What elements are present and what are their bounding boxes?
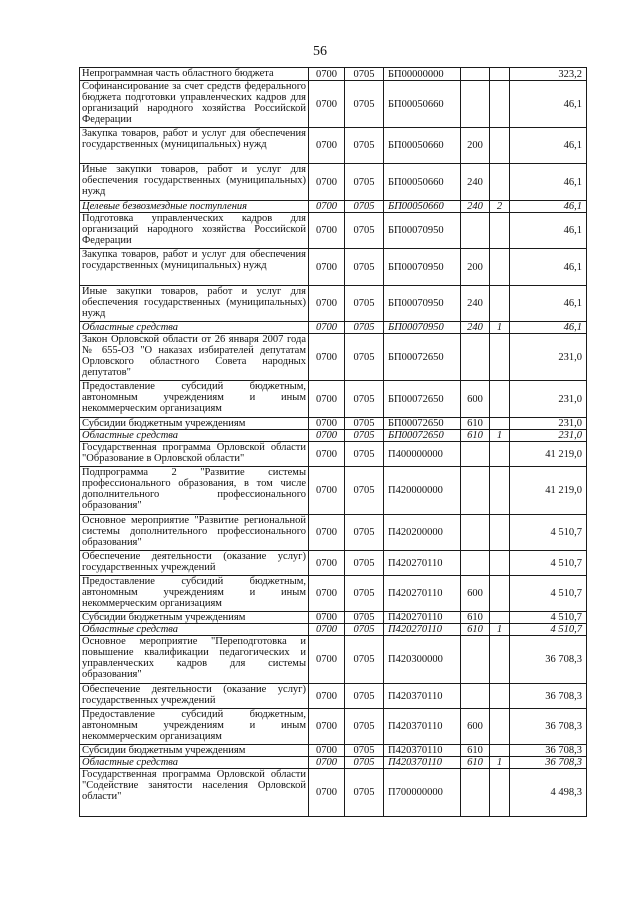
cell-expense-type: 240 (461, 286, 490, 322)
cell-expense-type (461, 81, 490, 128)
cell-funding-source: 2 (490, 201, 510, 213)
cell-funding-source: 1 (490, 757, 510, 769)
cell-funding-source (490, 769, 510, 817)
cell-name: Обеспечение деятельности (оказание услуг) государственных учреждений (80, 684, 309, 709)
cell-amount: 41 219,0 (510, 442, 587, 467)
cell-amount: 36 708,3 (510, 709, 587, 745)
cell-expense-type (461, 467, 490, 515)
cell-chapter-code: 0700 (309, 467, 345, 515)
cell-section-code: 0705 (345, 249, 384, 286)
cell-chapter-code: 0700 (309, 684, 345, 709)
cell-amount: 231,0 (510, 430, 587, 442)
cell-section-code: 0705 (345, 612, 384, 624)
cell-section-code: 0705 (345, 322, 384, 334)
cell-target-article: П400000000 (384, 442, 461, 467)
cell-name: Субсидии бюджетным учреждениям (80, 418, 309, 430)
cell-funding-source (490, 709, 510, 745)
cell-section-code: 0705 (345, 551, 384, 576)
cell-amount: 36 708,3 (510, 745, 587, 757)
cell-name: Софинансирование за счет средств федерального бюджета подготовки управленческих кадров для организаций народного хозяйства Российской Федерации (80, 81, 309, 128)
cell-amount: 231,0 (510, 334, 587, 381)
cell-expense-type (461, 334, 490, 381)
cell-section-code: 0705 (345, 757, 384, 769)
cell-name: Обеспечение деятельности (оказание услуг) государственных учреждений (80, 551, 309, 576)
cell-name: Подготовка управленческих кадров для организаций народного хозяйства Российской Федерации (80, 213, 309, 249)
cell-target-article: БП00050660 (384, 164, 461, 201)
cell-expense-type: 610 (461, 757, 490, 769)
cell-amount: 36 708,3 (510, 636, 587, 684)
cell-funding-source (490, 576, 510, 612)
table-row (80, 213, 587, 249)
cell-target-article: П420200000 (384, 515, 461, 551)
cell-amount: 36 708,3 (510, 684, 587, 709)
cell-name: Государственная программа Орловской области "Образование в Орловской области" (80, 442, 309, 467)
cell-name: Областные средства (80, 624, 309, 636)
cell-name: Предоставление субсидий бюджетным, автономным учреждениям и иным некоммерческим организациям (80, 709, 309, 745)
cell-expense-type: 610 (461, 430, 490, 442)
cell-chapter-code: 0700 (309, 745, 345, 757)
cell-target-article: БП00070950 (384, 286, 461, 322)
table-row (80, 81, 587, 128)
cell-funding-source (490, 286, 510, 322)
cell-funding-source (490, 515, 510, 551)
table-row (80, 769, 587, 817)
cell-section-code: 0705 (345, 334, 384, 381)
cell-amount: 4 510,7 (510, 515, 587, 551)
cell-target-article: БП00072650 (384, 418, 461, 430)
cell-name: Государственная программа Орловской области "Содействие занятости населения Орловской области" (80, 769, 309, 817)
cell-expense-type (461, 213, 490, 249)
table-row (80, 249, 587, 286)
cell-amount: 4 510,7 (510, 551, 587, 576)
table-row (80, 286, 587, 322)
cell-target-article: БП00070950 (384, 213, 461, 249)
cell-section-code: 0705 (345, 769, 384, 817)
table-row (80, 334, 587, 381)
table-row (80, 515, 587, 551)
cell-expense-type (461, 684, 490, 709)
cell-name: Подпрограмма 2 "Развитие системы профессионального образования, в том числе дополнительного профессионального образования" (80, 467, 309, 515)
cell-name: Основное мероприятие "Переподготовка и повышение квалификации педагогических и управленческих кадров для системы образования" (80, 636, 309, 684)
cell-name: Предоставление субсидий бюджетным, автономным учреждениям и иным некоммерческим организациям (80, 576, 309, 612)
cell-chapter-code: 0700 (309, 249, 345, 286)
cell-section-code: 0705 (345, 286, 384, 322)
table-row (80, 636, 587, 684)
cell-chapter-code: 0700 (309, 381, 345, 418)
cell-expense-type (461, 68, 490, 81)
cell-target-article: БП00070950 (384, 322, 461, 334)
cell-section-code: 0705 (345, 576, 384, 612)
table-row (80, 624, 587, 636)
cell-chapter-code: 0700 (309, 430, 345, 442)
cell-chapter-code: 0700 (309, 515, 345, 551)
cell-target-article: П420270110 (384, 624, 461, 636)
cell-chapter-code: 0700 (309, 636, 345, 684)
cell-name: Непрограммная часть областного бюджета (80, 68, 309, 81)
cell-target-article: П700000000 (384, 769, 461, 817)
cell-funding-source (490, 612, 510, 624)
cell-chapter-code: 0700 (309, 213, 345, 249)
cell-chapter-code: 0700 (309, 624, 345, 636)
table-row (80, 745, 587, 757)
cell-expense-type: 610 (461, 418, 490, 430)
cell-funding-source (490, 418, 510, 430)
cell-funding-source (490, 249, 510, 286)
cell-target-article: БП00072650 (384, 430, 461, 442)
cell-name: Иные закупки товаров, работ и услуг для обеспечения государственных (муниципальных) нужд (80, 164, 309, 201)
cell-funding-source: 1 (490, 322, 510, 334)
cell-section-code: 0705 (345, 81, 384, 128)
cell-section-code: 0705 (345, 164, 384, 201)
cell-section-code: 0705 (345, 430, 384, 442)
cell-expense-type (461, 442, 490, 467)
cell-funding-source (490, 684, 510, 709)
cell-section-code: 0705 (345, 68, 384, 81)
cell-name: Закон Орловской области от 26 января 2007 года № 655-ОЗ "О наказах избирателей депутатам Орловского областного Совета народных депутатов" (80, 334, 309, 381)
cell-expense-type: 610 (461, 745, 490, 757)
cell-expense-type: 200 (461, 249, 490, 286)
cell-target-article: БП00050660 (384, 81, 461, 128)
cell-chapter-code: 0700 (309, 769, 345, 817)
cell-name: Закупка товаров, работ и услуг для обеспечения государственных (муниципальных) нужд (80, 128, 309, 164)
cell-expense-type: 600 (461, 576, 490, 612)
cell-chapter-code: 0700 (309, 442, 345, 467)
budget-table-body (80, 68, 587, 817)
cell-funding-source (490, 81, 510, 128)
cell-name: Субсидии бюджетным учреждениям (80, 745, 309, 757)
cell-target-article: БП00070950 (384, 249, 461, 286)
cell-section-code: 0705 (345, 636, 384, 684)
cell-chapter-code: 0700 (309, 201, 345, 213)
cell-expense-type: 610 (461, 612, 490, 624)
cell-funding-source (490, 68, 510, 81)
cell-target-article: БП00050660 (384, 201, 461, 213)
cell-target-article: П420000000 (384, 467, 461, 515)
cell-expense-type: 600 (461, 709, 490, 745)
cell-chapter-code: 0700 (309, 757, 345, 769)
cell-name: Закупка товаров, работ и услуг для обеспечения государственных (муниципальных) нужд (80, 249, 309, 286)
table-row (80, 757, 587, 769)
table-row (80, 442, 587, 467)
cell-name: Иные закупки товаров, работ и услуг для обеспечения государственных (муниципальных) нужд (80, 286, 309, 322)
cell-funding-source (490, 128, 510, 164)
cell-target-article: П420270110 (384, 612, 461, 624)
cell-funding-source: 1 (490, 430, 510, 442)
cell-expense-type: 600 (461, 381, 490, 418)
cell-amount: 46,1 (510, 164, 587, 201)
table-row (80, 551, 587, 576)
cell-chapter-code: 0700 (309, 551, 345, 576)
cell-funding-source (490, 213, 510, 249)
cell-chapter-code: 0700 (309, 128, 345, 164)
table-row (80, 381, 587, 418)
table-row (80, 201, 587, 213)
table-row (80, 576, 587, 612)
cell-expense-type: 610 (461, 624, 490, 636)
cell-funding-source (490, 442, 510, 467)
budget-table (79, 67, 587, 817)
cell-amount: 4 498,3 (510, 769, 587, 817)
cell-section-code: 0705 (345, 201, 384, 213)
cell-amount: 4 510,7 (510, 612, 587, 624)
cell-section-code: 0705 (345, 467, 384, 515)
table-row (80, 430, 587, 442)
cell-amount: 323,2 (510, 68, 587, 81)
cell-section-code: 0705 (345, 709, 384, 745)
cell-amount: 46,1 (510, 81, 587, 128)
cell-expense-type (461, 515, 490, 551)
cell-chapter-code: 0700 (309, 286, 345, 322)
cell-chapter-code: 0700 (309, 418, 345, 430)
table-row (80, 467, 587, 515)
cell-expense-type (461, 636, 490, 684)
cell-funding-source (490, 467, 510, 515)
cell-funding-source: 1 (490, 624, 510, 636)
cell-funding-source (490, 745, 510, 757)
cell-section-code: 0705 (345, 418, 384, 430)
cell-funding-source (490, 334, 510, 381)
cell-chapter-code: 0700 (309, 164, 345, 201)
table-row (80, 418, 587, 430)
cell-section-code: 0705 (345, 745, 384, 757)
cell-amount: 36 708,3 (510, 757, 587, 769)
cell-name: Областные средства (80, 430, 309, 442)
cell-section-code: 0705 (345, 684, 384, 709)
cell-target-article: П420370110 (384, 745, 461, 757)
cell-section-code: 0705 (345, 213, 384, 249)
cell-funding-source (490, 551, 510, 576)
cell-amount: 231,0 (510, 418, 587, 430)
cell-chapter-code: 0700 (309, 612, 345, 624)
cell-name: Субсидии бюджетным учреждениям (80, 612, 309, 624)
cell-chapter-code: 0700 (309, 81, 345, 128)
cell-amount: 4 510,7 (510, 624, 587, 636)
cell-funding-source (490, 636, 510, 684)
table-row (80, 68, 587, 81)
cell-name: Основное мероприятие "Развитие региональной системы дополнительного профессионального образования" (80, 515, 309, 551)
cell-name: Областные средства (80, 322, 309, 334)
cell-amount: 46,1 (510, 249, 587, 286)
page-number: 56 (313, 44, 327, 59)
cell-amount: 46,1 (510, 286, 587, 322)
cell-amount: 46,1 (510, 322, 587, 334)
cell-section-code: 0705 (345, 381, 384, 418)
cell-expense-type: 240 (461, 164, 490, 201)
cell-name: Целевые безвозмездные поступления (80, 201, 309, 213)
table-row (80, 684, 587, 709)
cell-target-article: П420370110 (384, 684, 461, 709)
cell-section-code: 0705 (345, 515, 384, 551)
cell-chapter-code: 0700 (309, 334, 345, 381)
cell-amount: 4 510,7 (510, 576, 587, 612)
cell-target-article: П420270110 (384, 576, 461, 612)
cell-amount: 46,1 (510, 213, 587, 249)
cell-expense-type (461, 551, 490, 576)
cell-target-article: БП00072650 (384, 381, 461, 418)
cell-expense-type: 200 (461, 128, 490, 164)
table-row (80, 164, 587, 201)
cell-section-code: 0705 (345, 624, 384, 636)
cell-target-article: П420270110 (384, 551, 461, 576)
cell-target-article: П420370110 (384, 757, 461, 769)
cell-section-code: 0705 (345, 442, 384, 467)
table-row (80, 128, 587, 164)
cell-chapter-code: 0700 (309, 322, 345, 334)
cell-target-article: П420370110 (384, 709, 461, 745)
cell-name: Областные средства (80, 757, 309, 769)
cell-target-article: БП00000000 (384, 68, 461, 81)
cell-amount: 41 219,0 (510, 467, 587, 515)
cell-target-article: БП00072650 (384, 334, 461, 381)
cell-expense-type: 240 (461, 322, 490, 334)
table-row (80, 322, 587, 334)
table-row (80, 612, 587, 624)
cell-chapter-code: 0700 (309, 709, 345, 745)
cell-section-code: 0705 (345, 128, 384, 164)
cell-amount: 46,1 (510, 128, 587, 164)
cell-chapter-code: 0700 (309, 68, 345, 81)
cell-amount: 46,1 (510, 201, 587, 213)
cell-funding-source (490, 381, 510, 418)
cell-expense-type (461, 769, 490, 817)
cell-target-article: П420300000 (384, 636, 461, 684)
cell-name: Предоставление субсидий бюджетным, автономным учреждениям и иным некоммерческим организациям (80, 381, 309, 418)
cell-target-article: БП00050660 (384, 128, 461, 164)
cell-expense-type: 240 (461, 201, 490, 213)
cell-amount: 231,0 (510, 381, 587, 418)
cell-funding-source (490, 164, 510, 201)
table-row (80, 709, 587, 745)
cell-chapter-code: 0700 (309, 576, 345, 612)
